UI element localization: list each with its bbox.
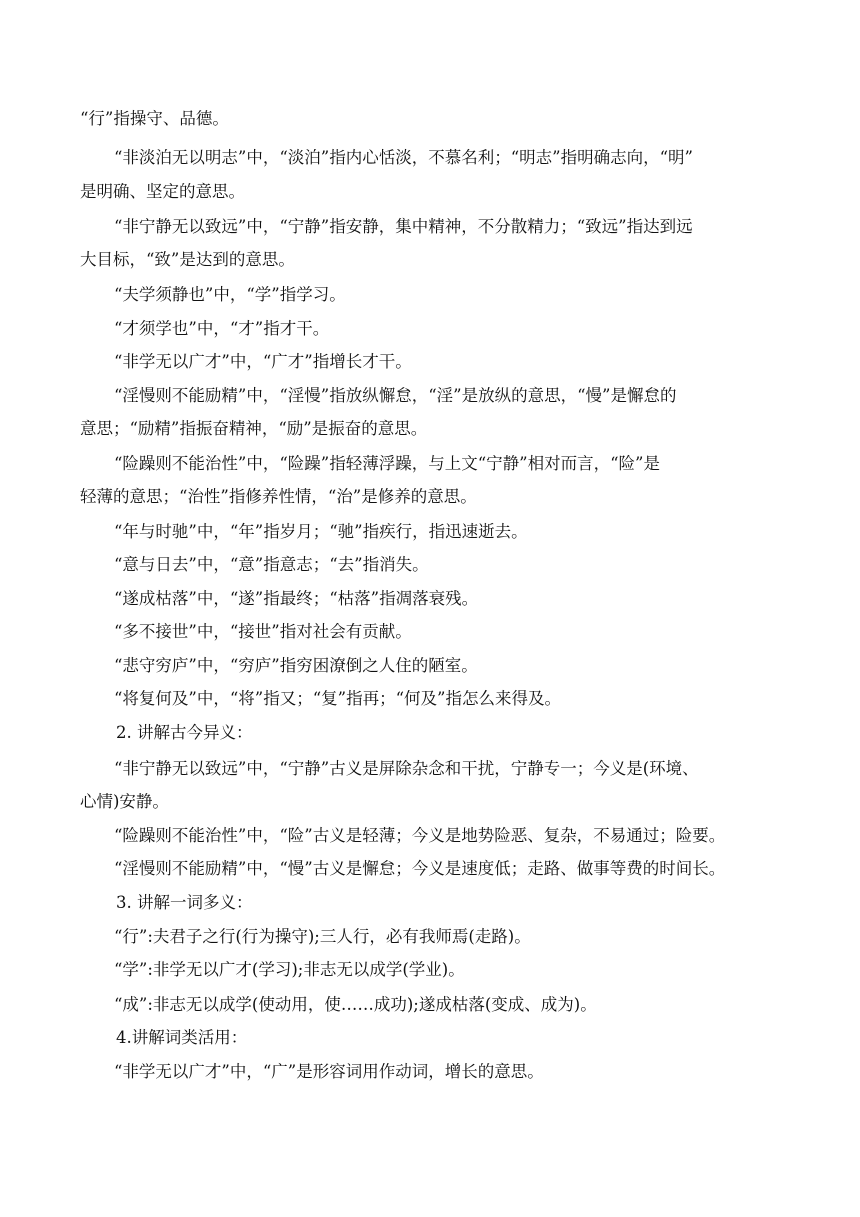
text-line: “才须学也”中，“才”指才干。 [114,319,330,338]
text-line: “行”指操守、品德。 [80,109,229,128]
text-line: “非学无以广才”中，“广才”指增长才干。 [114,352,412,371]
section-heading: 3. 讲解一词多义： [116,893,253,912]
text-line: “将复何及”中，“将”指又；“复”指再；“何及”指怎么来得及。 [114,689,561,708]
section-heading: 2. 讲解古今异义： [116,723,253,742]
text-line: “成”:非志无以成学(使动用，使……成功);遂成枯落(变成、成为)。 [114,995,597,1014]
text-line: “淫慢则不能励精”中，“淫慢”指放纵懈怠，“淫”是放纵的意思，“慢”是懈怠的 [114,386,677,405]
text-line: 是明确、坚定的意思。 [80,182,245,201]
text-line: “学”:非学无以广才(学习);非志无以成学(学业)。 [114,960,465,979]
text-line: 轻薄的意思；“治性”指修养性情，“治”是修养的意思。 [80,487,477,506]
section-heading: 4.讲解词类活用： [116,1028,248,1047]
text-line: “遂成枯落”中，“遂”指最终；“枯落”指凋落衰残。 [114,589,479,608]
text-line: “非学无以广才”中，“广”是形容词用作动词，增长的意思。 [114,1062,544,1081]
text-line: “险躁则不能治性”中，“险躁”指轻薄浮躁，与上文“宁静”相对而言，“险”是 [114,454,660,473]
text-line: “意与日去”中，“意”指意志；“去”指消失。 [114,555,429,574]
text-line: “非淡泊无以明志”中，“淡泊”指内心恬淡，不慕名利；“明志”指明确志向，“明” [114,148,693,167]
text-line: “险躁则不能治性”中，“险”古义是轻薄；今义是地势险恶、复杂，不易通过；险要。 [114,826,726,845]
text-line: “悲守穷庐”中，“穷庐”指穷困潦倒之人住的陋室。 [114,656,478,675]
text-line: “非宁静无以致远”中，“宁静”古义是屏除杂念和干扰，宁静专一；今义是(环境、 [114,759,699,778]
text-line: “夫学须静也”中，“学”指学习。 [114,285,346,304]
text-line: 意思；“励精”指振奋精神，“励”是振奋的意思。 [80,419,428,438]
text-line: “年与时驰”中，“年”指岁月；“驰”指疾行，指迅速逝去。 [114,522,528,541]
text-line: “淫慢则不能励精”中，“慢”古义是懈怠；今义是速度低；走路、做事等费的时间长。 [114,859,726,878]
text-line: “非宁静无以致远”中，“宁静”指安静，集中精神，不分散精力；“致远”指达到远 [114,217,693,236]
text-line: “多不接世”中，“接世”指对社会有贡献。 [114,622,412,641]
text-line: 大目标，“致”是达到的意思。 [80,250,295,269]
text-line: “行”:夫君子之行(行为操守);三人行，必有我师焉(走路)。 [114,927,531,946]
text-line: 心情)安静。 [80,792,169,811]
